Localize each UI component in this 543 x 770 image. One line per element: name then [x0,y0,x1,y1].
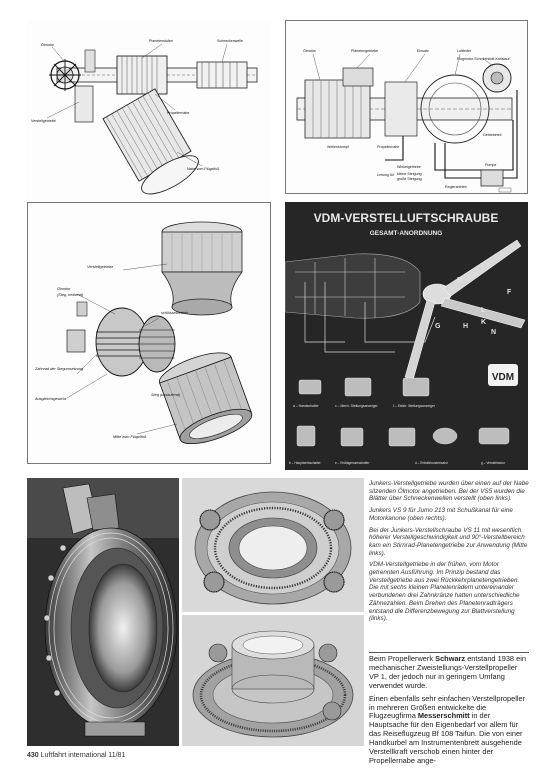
label-nabe-fluegelfuss: Nabe vom Flügelfuß [187,167,220,171]
label-propellernabe-vs9: Propellernabe [377,145,400,149]
label-wellenstumpf: Wellenstumpf [327,145,349,149]
label-grosse-steigung: große Steigung [397,177,422,181]
vdm-letter-n: N [491,329,497,336]
figure-vdm-poster [285,202,528,470]
vdm-legend-f: f – Elektr. Stellungsanzeiger [393,404,436,408]
caption-vs11: Bei der Junkers-Verstellschraube VS 11 mit wesentlich höherer Verstellgeschwindigkeit und 90°-Verstellbereich kam ein Stirnrad-Planetengetriebe zur Anwendung (Mitte links). [369,526,528,557]
magazine-issue: Luftfahrt international 11/81 [40,752,126,759]
label-mitte-fluegelfuss: Mitte zum Flügelfuß [113,435,147,439]
vdm-legend-b: b – Hauptwerkschalter [289,461,321,465]
label-reglerantrieb: Reglerantrieb [445,185,467,189]
vdm-letter-f: F [507,289,512,296]
vdm-letter-g: G [435,323,441,330]
label-schmierstoff-kreislauf: Flugmotor-Schmierstoff-Kreislauf [457,57,510,61]
label-schluesselbetrieb: schlüsselbetrieb [161,311,189,315]
label-oelmotor-vs11: Ölmotor [57,287,71,291]
figure-junkers-vs11 [27,202,271,464]
label-pumpe: Pumpe [485,163,497,167]
label-oelmotor-vs9: Ölmotor [303,49,316,53]
caption-divider [369,652,529,653]
paragraph-schwarz: Beim Propellerwerk Schwarz entstand 1938 ein mechanischer Zweistellungs-Verstellpropeller VP 1, der jedoch nur in geringem Umfang verwendet wurde. [369,654,526,690]
label-steg-umlaufend: Steg (umlaufend) [151,393,181,397]
label-steg-treibend: (Steg, treibend) [57,293,84,297]
paragraph-messerschmitt: Einen ebenfalls sehr einfachen Verstellpropeller in mehreren Größen entwickelte die Flugzeugfirma Messerschmitt in der Hauptsache für den Eigenbedarf vor allem für das Reiseflugzeug Bf 108 Taifun. Die von einer Handkurbel am Instrumentenbrett ausgehende Verstellkraft verschob einen hinter der Propellernabe ange- [369,693,526,765]
page-footer [27,752,125,759]
label-oelmotor: Ölmotor [41,43,54,47]
figure-junkers-vs9 [285,20,528,194]
label-verstellgetriebe: Verstellgetriebe [31,119,56,123]
svg-text:VDM: VDM [491,372,515,383]
vdm-letter-k: K [481,319,487,326]
caption-vdm-gear: VDM-Verstellgetriebe in der frühen, vom Motor getrennten Ausführung. Im Prinzip bestand das Verstellgetriebe aus zwei Rückkehrplanetengetrieben. Die mit sechs kleinen Planetenrädern untereinander verbundenen drei Zahnkränze hatten unterschiedliche Zähnezahlen. Beim Drehen des Planetenradträgers entstand die Differenzbewegung zur Blattverstellung (links). [369,561,520,623]
vdm-legend-a: a – Handschalter [293,404,319,408]
photo-vdm-ring-gear-top [182,478,364,612]
vdm-legend-c: c – Mech. Stellungsanzeiger [335,404,378,408]
label-einsatz: Einsatz [417,49,429,53]
name-messerschmitt: Messerschmitt [417,711,470,721]
label-kleine-steigung: kleine Steigung [397,172,422,176]
name-schwarz: Schwarz [435,654,466,663]
vdm-letter-l: L [481,307,486,314]
page-number: 430 [27,752,39,759]
label-propellernabe: Propellernabe [167,111,190,115]
figure-junkers-vs5 [27,20,271,200]
vdm-poster-subtitle: GESAMT-ANORDNUNG [369,230,443,237]
label-getriebeteil: Getriebeteil [483,133,502,137]
label-luftfeder: Luftfeder [457,49,472,53]
vdm-letter-h: H [463,323,469,330]
photo-vdm-gear-side [27,478,179,746]
label-schneckenwelle: Schneckenwelle [217,39,243,43]
article-body [369,655,529,770]
vdm-poster-title: VDM-VERSTELLUFTSCHRAUBE [313,211,499,225]
label-leitung-fuer: Leitung für [377,173,394,177]
vdm-legend-e: e – Endlagenumschalter [335,461,370,465]
label-verstellgetriebe-vs11: Verstellgetriebe [87,265,114,269]
photo-vdm-ring-gear-bottom [182,615,364,746]
figure-captions [369,480,529,627]
vdm-legend-d: d – Entstörkondensator [415,461,448,465]
label-winkelgetriebe: Winkelgetriebe [397,165,421,169]
label-planetengetriebe: Planetengetriebe [351,49,379,53]
caption-vs5: Junkers-Verstellgetriebe wurden über einen auf der Nabe sitzenden Ölmotor angetrieben. Bei der VS5 wurden die Blätter über Schneckenwellen verstellt (oben links). [369,480,529,503]
label-zahnrad-stegumsetzung: Zahnrad der Stegumsetzung [35,367,84,371]
label-planetenstufen: Planetenstufen [149,39,173,43]
vdm-legend-g: g – Verstellmotor [481,461,505,465]
vdm-logo [488,364,518,386]
vdm-letter-m: M [457,277,463,284]
label-ausgleichsgewicht: Ausgleichsgewicht [35,397,67,401]
caption-vs9: Junkers VS 9 für Jumo 213 mit Schußkanal für eine Motorkanone (oben rechts). [369,507,513,522]
